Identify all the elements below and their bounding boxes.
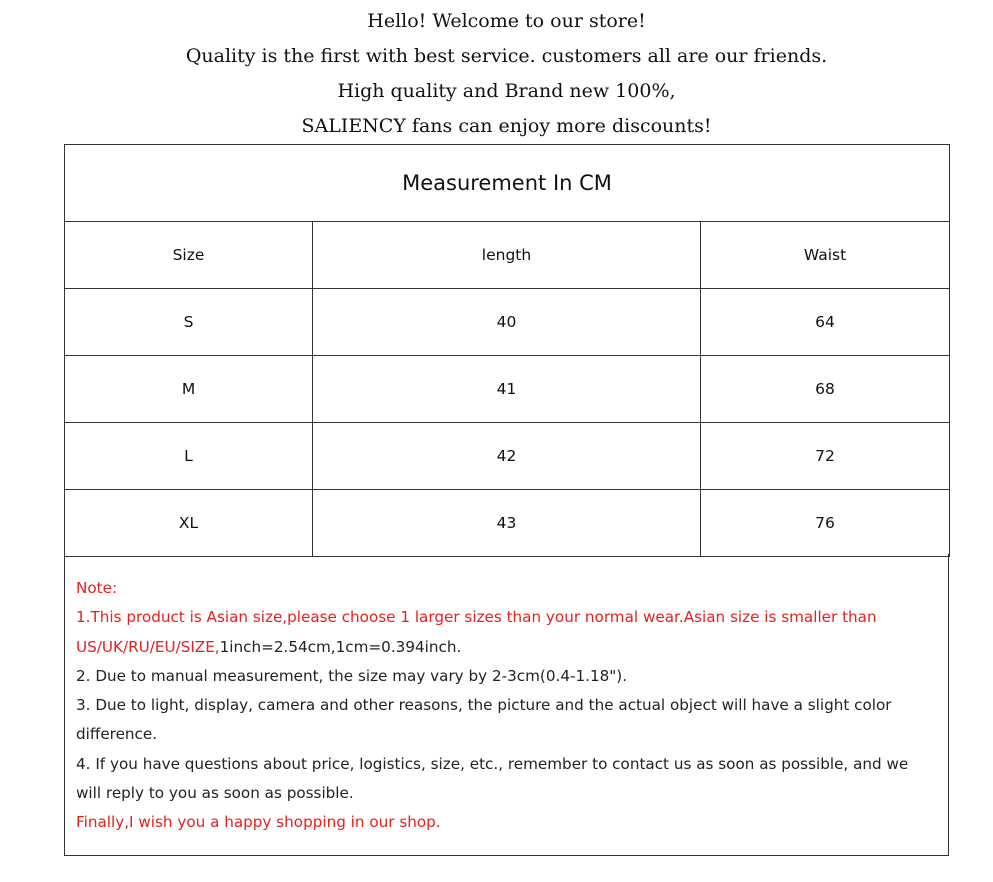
note-color-difference: 3. Due to light, display, camera and other reasons, the picture and the actual object will have a slight color difference. bbox=[76, 696, 892, 744]
note-manual-measurement: 2. Due to manual measurement, the size may vary by 2-3cm(0.4-1.18"). bbox=[76, 666, 628, 685]
cell-length: 42 bbox=[313, 423, 701, 490]
table-row bbox=[65, 356, 950, 423]
cell-size: M bbox=[65, 356, 313, 423]
cell-length: 41 bbox=[313, 356, 701, 423]
header-length: length bbox=[313, 222, 701, 289]
cell-waist: 72 bbox=[701, 423, 950, 490]
note-asian-size bbox=[76, 603, 937, 662]
note-heading: Note: bbox=[76, 579, 118, 597]
note-unit-conversion: 1inch=2.54cm,1cm=0.394inch. bbox=[219, 637, 462, 656]
note-closing: Finally,I wish you a happy shopping in our shop. bbox=[76, 813, 441, 832]
cell-length: 40 bbox=[313, 289, 701, 356]
cell-size: XL bbox=[65, 490, 313, 557]
notes-box bbox=[64, 554, 949, 856]
table-row bbox=[65, 490, 950, 557]
cell-length: 43 bbox=[313, 490, 701, 557]
table-title: Measurement In CM bbox=[65, 145, 950, 222]
cell-waist: 68 bbox=[701, 356, 950, 423]
header-waist: Waist bbox=[701, 222, 950, 289]
measurement-table bbox=[64, 144, 950, 557]
table-header-row bbox=[65, 222, 950, 289]
note-asian-size-warning: 1.This product is Asian size,please choose 1 larger sizes than your normal wear.Asian size is smaller than US/UK/RU/EU/SIZE, bbox=[76, 608, 877, 656]
cell-waist: 76 bbox=[701, 490, 950, 557]
header-size: Size bbox=[65, 222, 313, 289]
cell-size: S bbox=[65, 289, 313, 356]
greeting-line-welcome: Hello! Welcome to our store! bbox=[367, 10, 646, 32]
table-row bbox=[65, 423, 950, 490]
greeting-line-quality: Quality is the first with best service. customers all are our friends. bbox=[185, 45, 828, 67]
table-title-row bbox=[65, 145, 950, 222]
greeting-block bbox=[0, 4, 993, 144]
table-row bbox=[65, 289, 950, 356]
cell-waist: 64 bbox=[701, 289, 950, 356]
cell-size: L bbox=[65, 423, 313, 490]
note-contact-us: 4. If you have questions about price, logistics, size, etc., remember to contact us as soon as possible, and we will reply to you as soon as possible. bbox=[76, 754, 909, 803]
greeting-line-discounts: SALIENCY fans can enjoy more discounts! bbox=[301, 115, 712, 137]
greeting-line-brand-new: High quality and Brand new 100%, bbox=[337, 80, 676, 102]
